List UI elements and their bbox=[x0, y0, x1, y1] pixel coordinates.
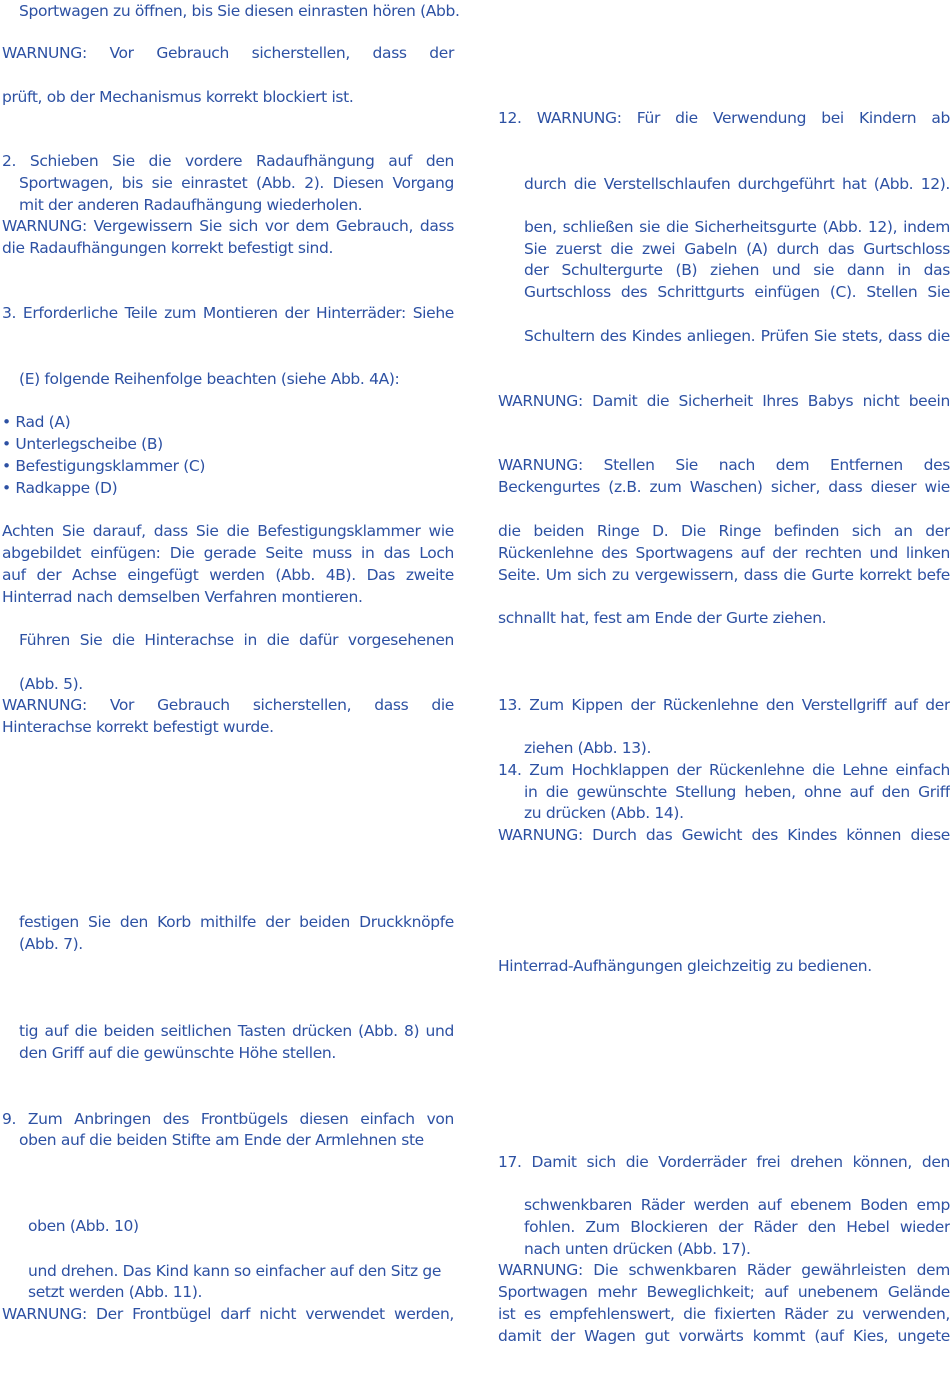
text-line: der Schultergurte (B) ziehen und sie dann in das bbox=[524, 261, 950, 279]
text-line: WARNUNG: Der Frontbügel darf nicht verwendet werden, bbox=[2, 1305, 454, 1323]
text-line: Achten Sie darauf, dass Sie die Befestigungsklammer wie bbox=[2, 522, 454, 540]
text-line: Sportwagen, bis sie einrastet (Abb. 2). Diesen Vorgang bbox=[19, 174, 454, 192]
text-line: auf der Achse eingefügt werden (Abb. 4B). Das zweite bbox=[2, 566, 454, 584]
text-line: ist es empfehlenswert, die fixierten Räder zu verwenden, bbox=[498, 1305, 950, 1323]
text-line: WARNUNG: Durch das Gewicht des Kindes können diese bbox=[498, 826, 950, 844]
text-line: schwenkbaren Räder werden auf ebenem Boden emp bbox=[524, 1196, 950, 1214]
text-line: Hinterachse korrekt befestigt wurde. bbox=[2, 718, 274, 736]
text-line: die beiden Ringe D. Die Ringe befinden sich an der bbox=[498, 522, 950, 540]
text-line: nach unten drücken (Abb. 17). bbox=[524, 1240, 751, 1258]
text-line: WARNUNG: Damit die Sicherheit Ihres Babys nicht beein bbox=[498, 392, 950, 410]
text-line: Sie zuerst die zwei Gabeln (A) durch das Gurtschloss bbox=[524, 240, 950, 258]
text-line: Führen Sie die Hinterachse in die dafür vorgesehenen bbox=[19, 631, 454, 649]
text-line: • Radkappe (D) bbox=[2, 479, 118, 497]
text-line: setzt werden (Abb. 11). bbox=[28, 1283, 203, 1301]
text-line: (Abb. 5). bbox=[19, 675, 83, 693]
text-line: Sportwagen zu öffnen, bis Sie diesen einrasten hören (Abb. bbox=[19, 2, 460, 20]
text-line: prüft, ob der Mechanismus korrekt blockiert ist. bbox=[2, 88, 354, 106]
text-line: WARNUNG: Vor Gebrauch sicherstellen, dass die bbox=[2, 696, 454, 714]
text-line: 17. Damit sich die Vorderräder frei drehen können, den bbox=[498, 1153, 950, 1171]
text-line: oben auf die beiden Stifte am Ende der Armlehnen ste bbox=[19, 1131, 424, 1149]
text-line: ziehen (Abb. 13). bbox=[524, 739, 652, 757]
text-line: Sportwagen mehr Beweglichkeit; auf unebenem Gelände bbox=[498, 1283, 950, 1301]
text-line: 14. Zum Hochklappen der Rückenlehne die Lehne einfach bbox=[498, 761, 950, 779]
text-line: 9. Zum Anbringen des Frontbügels diesen einfach von bbox=[2, 1110, 454, 1128]
text-line: 13. Zum Kippen der Rückenlehne den Verstellgriff auf der bbox=[498, 696, 950, 714]
text-line: Seite. Um sich zu vergewissern, dass die Gurte korrekt befe bbox=[498, 566, 950, 584]
text-line: Hinterrad-Aufhängungen gleichzeitig zu bedienen. bbox=[498, 957, 872, 975]
text-line: den Griff auf die gewünschte Höhe stellen. bbox=[19, 1044, 336, 1062]
text-line: tig auf die beiden seitlichen Tasten drücken (Abb. 8) und bbox=[19, 1022, 454, 1040]
text-line: die Radaufhängungen korrekt befestigt sind. bbox=[2, 239, 334, 257]
text-line: • Rad (A) bbox=[2, 413, 71, 431]
text-line: Schultern des Kindes anliegen. Prüfen Sie stets, dass die bbox=[524, 327, 950, 345]
text-line: 3. Erforderliche Teile zum Montieren der Hinterräder: Siehe bbox=[2, 304, 454, 322]
text-line: oben (Abb. 10) bbox=[28, 1217, 139, 1235]
text-line: mit der anderen Radaufhängung wiederholen. bbox=[19, 196, 363, 214]
text-line: (Abb. 7). bbox=[19, 935, 83, 953]
text-line: zu drücken (Abb. 14). bbox=[524, 804, 684, 822]
text-line: WARNUNG: Die schwenkbaren Räder gewährleisten dem bbox=[498, 1261, 950, 1279]
text-line: Gurtschloss des Schrittgurts einfügen (C). Stellen Sie bbox=[524, 283, 950, 301]
text-line: Beckengurtes (z.B. zum Waschen) sicher, dass dieser wie bbox=[498, 478, 950, 496]
text-line: Hinterrad nach demselben Verfahren montieren. bbox=[2, 588, 363, 606]
text-line: • Befestigungsklammer (C) bbox=[2, 457, 206, 475]
text-line: ben, schließen sie die Sicherheitsgurte (Abb. 12), indem bbox=[524, 218, 950, 236]
text-line: WARNUNG: Vor Gebrauch sicherstellen, dass der bbox=[2, 44, 454, 62]
text-line: 12. WARNUNG: Für die Verwendung bei Kindern ab bbox=[498, 109, 950, 127]
text-line: schnallt hat, fest am Ende der Gurte ziehen. bbox=[498, 609, 827, 627]
text-line: WARNUNG: Vergewissern Sie sich vor dem Gebrauch, dass bbox=[2, 217, 454, 235]
text-line: WARNUNG: Stellen Sie nach dem Entfernen des bbox=[498, 456, 950, 474]
text-line: (E) folgende Reihenfolge beachten (siehe Abb. 4A): bbox=[19, 370, 400, 388]
text-line: festigen Sie den Korb mithilfe der beiden Druckknöpfe bbox=[19, 913, 454, 931]
text-line: fohlen. Zum Blockieren der Räder den Hebel wieder bbox=[524, 1218, 950, 1236]
text-line: in die gewünschte Stellung heben, ohne auf den Griff bbox=[524, 783, 950, 801]
text-line: damit der Wagen gut vorwärts kommt (auf Kies, ungete bbox=[498, 1327, 950, 1345]
text-line: • Unterlegscheibe (B) bbox=[2, 435, 163, 453]
text-line: Rückenlehne des Sportwagens auf der rechten und linken bbox=[498, 544, 950, 562]
text-line: durch die Verstellschlaufen durchgeführt hat (Abb. 12). bbox=[524, 175, 950, 193]
text-line: und drehen. Das Kind kann so einfacher auf den Sitz ge bbox=[28, 1262, 442, 1280]
text-line: 2. Schieben Sie die vordere Radaufhängung auf den bbox=[2, 152, 454, 170]
text-line: abgebildet einfügen: Die gerade Seite muss in das Loch bbox=[2, 544, 454, 562]
